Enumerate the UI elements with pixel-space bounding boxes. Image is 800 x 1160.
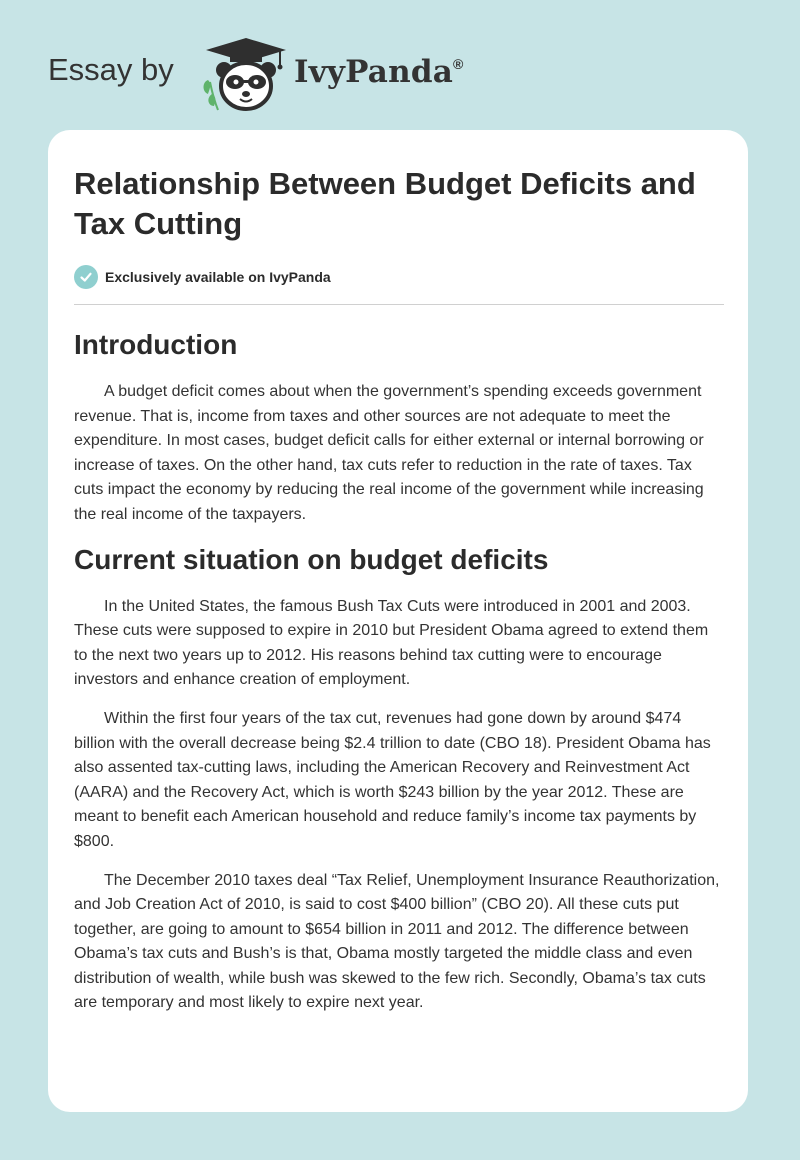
exclusive-badge bbox=[74, 264, 724, 290]
site-header bbox=[48, 34, 528, 114]
paragraph: The December 2010 taxes deal “Tax Relief, Unemployment Insurance Reauthorization, and Job Creation Act of 2010, is said to cost $400 billion” (CBO 20). All these cuts put together, are going to amount to $654 billion in 2011 and 2012. The difference between Obama’s tax cuts and Bush’s is that, Obama mostly targeted the middle class and even distribution of wealth, while bush was skewed to the few rich. Secondly, Obama’s tax cuts are temporary and most likely to expire next year. bbox=[74, 871, 720, 1012]
paragraph: Within the first four years of the tax cut, revenues had gone down by around $474 billion with the overall decrease being $2.4 trillion to date (CBO 18). President Obama has also assented tax-cutting laws, including the American Recovery and Reinvestment Act (AARA) and the Recovery Act, which is worth $243 billion by the year 2012. These are meant to benefit each American household and reduce family’s income tax payments by $800. bbox=[74, 709, 711, 850]
panda-logo-icon[interactable] bbox=[200, 36, 292, 112]
paragraph: In the United States, the famous Bush Tax Cuts were introduced in 2001 and 2003. These cuts were supposed to expire in 2010 but President Obama agreed to extend them to the next two years up to 2012. His reasons behind tax cutting were to encourage investors and enhance creation of employment. bbox=[74, 597, 709, 689]
divider bbox=[74, 304, 724, 305]
section-heading: Current situation on budget deficits bbox=[74, 543, 549, 575]
brand-name[interactable]: IvyPanda® bbox=[294, 54, 464, 90]
check-icon bbox=[74, 265, 98, 289]
essay-by-label: Essay by bbox=[48, 52, 174, 87]
paragraph: A budget deficit comes about when the government’s spending exceeds government revenue. That is, income from taxes and other sources are not adequate to meet the expenditure. In most cases, budget deficit calls for either external or internal borrowing or increase of taxes. On the other hand, tax cuts refer to reduction in the rate of taxes. Tax cuts impact the economy by reducing the real income of the government while increasing the real income of the taxpayers. bbox=[74, 383, 704, 523]
registered-mark: ® bbox=[453, 56, 464, 72]
section-heading: Introduction bbox=[74, 329, 238, 360]
section-introduction bbox=[74, 327, 724, 528]
essay-title: Relationship Between Budget Deficits and Tax Cutting bbox=[74, 166, 696, 241]
essay-card bbox=[48, 130, 748, 1112]
section-current-situation bbox=[74, 542, 724, 1017]
exclusive-label: Exclusively available on IvyPanda bbox=[105, 269, 331, 285]
essay-content bbox=[74, 164, 724, 1030]
